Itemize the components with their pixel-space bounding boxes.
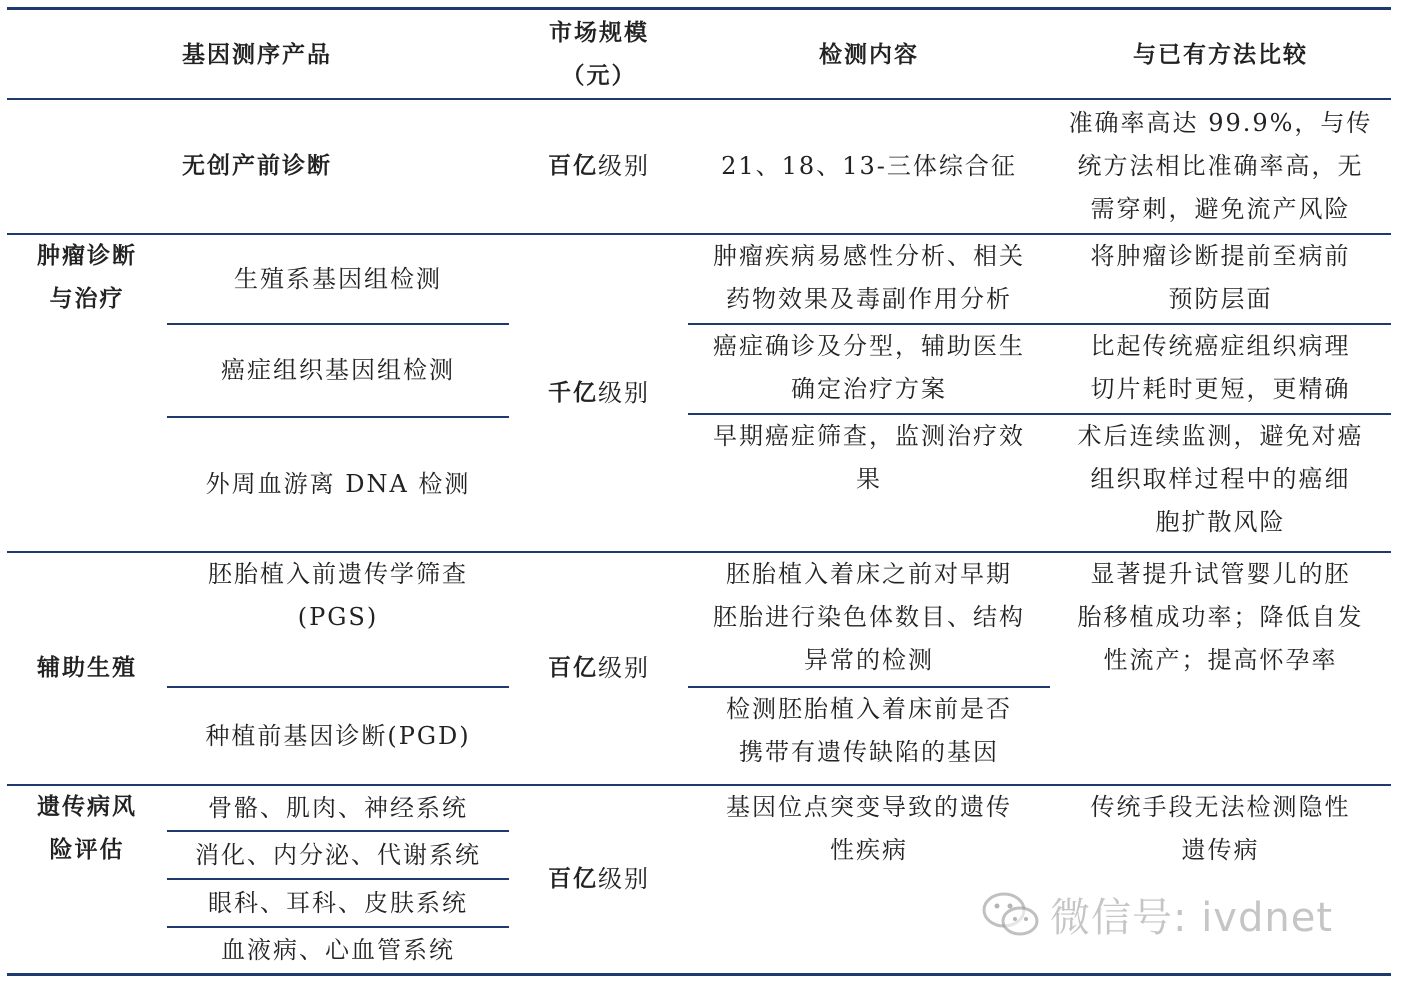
product-germline: 生殖系基因组检测 [234, 264, 442, 293]
product-pgd: 种植前基因诊断(PGD) [205, 721, 471, 750]
wechat-icon [980, 890, 1042, 940]
compare-line: 性流产；提高怀孕率 [1103, 646, 1338, 674]
content-line: 基因位点突变导致的遗传 [726, 793, 1012, 821]
market-size-value: 百亿 [548, 866, 598, 892]
compare-line: 术后连续监测，避免对癌 [1077, 422, 1364, 450]
content-line: 携带有遗传缺陷的基因 [739, 738, 999, 766]
header-content: 检测内容 [819, 41, 919, 68]
compare-line: 胞扩散风险 [1155, 508, 1286, 536]
content-line: 胚胎植入着床之前对早期 [726, 560, 1012, 588]
product-digestive: 消化、内分泌、代谢系统 [195, 840, 481, 869]
header-market-size [510, 12, 688, 98]
compare-line: 需穿刺，避免流产风险 [1090, 195, 1351, 223]
content-nipt: 21、18、13-三体综合征 [721, 152, 1017, 180]
category-line: 与治疗 [49, 286, 125, 312]
content-line: 检测胚胎植入着床前是否 [726, 695, 1012, 723]
product-ophthalmic: 眼科、耳科、皮肤系统 [208, 888, 468, 917]
content-line: 肿瘤疾病易感性分析、相关 [713, 242, 1025, 270]
product-pgs [167, 553, 509, 686]
market-size-value: 百亿 [548, 655, 598, 681]
compare-tumor-tissue [1050, 325, 1391, 413]
compare-genetic [1050, 786, 1391, 973]
header-product: 基因测序产品 [182, 41, 332, 68]
market-size-nipt [510, 100, 688, 233]
content-line: 异常的检测 [804, 646, 934, 674]
compare-line: 组织取样过程中的癌细 [1090, 465, 1351, 493]
table-top-rule [7, 7, 1391, 10]
category-line: 遗传病风 [37, 794, 137, 820]
compare-repro [1050, 553, 1391, 784]
compare-line: 比起传统癌症组织病理 [1090, 332, 1351, 360]
compare-line: 切片耗时更短，更精确 [1090, 375, 1351, 403]
product-tumor-tissue: 癌症组织基因组检测 [221, 356, 455, 384]
content-line: 果 [856, 465, 882, 493]
product-cfdna: 外周血游离 DNA 检测 [205, 470, 471, 498]
content-genetic [688, 786, 1050, 973]
category-line: 肿瘤诊断 [37, 243, 137, 269]
content-line: 确定治疗方案 [791, 375, 947, 403]
table-bottom-rule [7, 973, 1391, 976]
compare-line: 显著提升试管婴儿的胚 [1090, 560, 1351, 588]
compare-line: 胎移植成功率；降低自发 [1077, 603, 1364, 631]
market-size-suffix: 级别 [598, 865, 650, 893]
wechat-watermark [980, 886, 1333, 943]
market-size-suffix: 级别 [598, 654, 650, 682]
product-line: 胚胎植入前遗传学筛查 [208, 560, 468, 588]
content-line: 性疾病 [830, 836, 908, 864]
compare-line: 预防层面 [1168, 285, 1273, 313]
market-size-tumor [510, 235, 688, 551]
category-repro: 辅助生殖 [37, 655, 137, 681]
compare-line: 将肿瘤诊断提前至病前 [1090, 242, 1351, 270]
compare-line: 传统手段无法检测隐性 [1090, 793, 1351, 821]
product-blood: 血液病、心血管系统 [221, 936, 455, 964]
content-germline [688, 235, 1050, 323]
market-size-value: 千亿 [548, 379, 598, 406]
content-line: 胚胎进行染色体数目、结构 [713, 603, 1025, 631]
category-genetic [7, 786, 167, 973]
compare-line: 准确率高达 99.9%，与传 [1068, 109, 1373, 137]
category-tumor [7, 235, 167, 551]
content-tumor-tissue [688, 325, 1050, 413]
content-cfdna [688, 415, 1050, 551]
content-line: 药物效果及毒副作用分析 [726, 285, 1012, 313]
content-pgd [688, 688, 1050, 784]
market-size-suffix: 级别 [598, 378, 650, 407]
market-size-suffix: 级别 [598, 152, 650, 180]
compare-line: 统方法相比准确率高，无 [1077, 152, 1364, 180]
market-size-repro [510, 553, 688, 784]
content-pgs [688, 553, 1050, 686]
product-nipt: 无创产前诊断 [182, 153, 332, 179]
watermark-text: 微信号: ivdnet [1050, 895, 1334, 941]
market-size-value: 百亿 [548, 153, 598, 179]
compare-germline [1050, 235, 1391, 323]
product-skeletal: 骨骼、肌肉、神经系统 [208, 793, 468, 822]
header-market-size-line: 市场规模 [549, 20, 649, 46]
compare-cfdna [1050, 415, 1391, 551]
compare-nipt [1050, 102, 1391, 233]
content-line: 癌症确诊及分型，辅助医生 [713, 332, 1025, 360]
category-line: 险评估 [49, 837, 125, 863]
content-line: 早期癌症筛查，监测治疗效 [713, 422, 1025, 450]
product-line: (PGS) [297, 603, 379, 631]
header-compare: 与已有方法比较 [1133, 41, 1308, 68]
header-market-size-unit: （元） [561, 63, 637, 89]
compare-line: 遗传病 [1181, 836, 1260, 864]
market-size-genetic [510, 786, 688, 973]
